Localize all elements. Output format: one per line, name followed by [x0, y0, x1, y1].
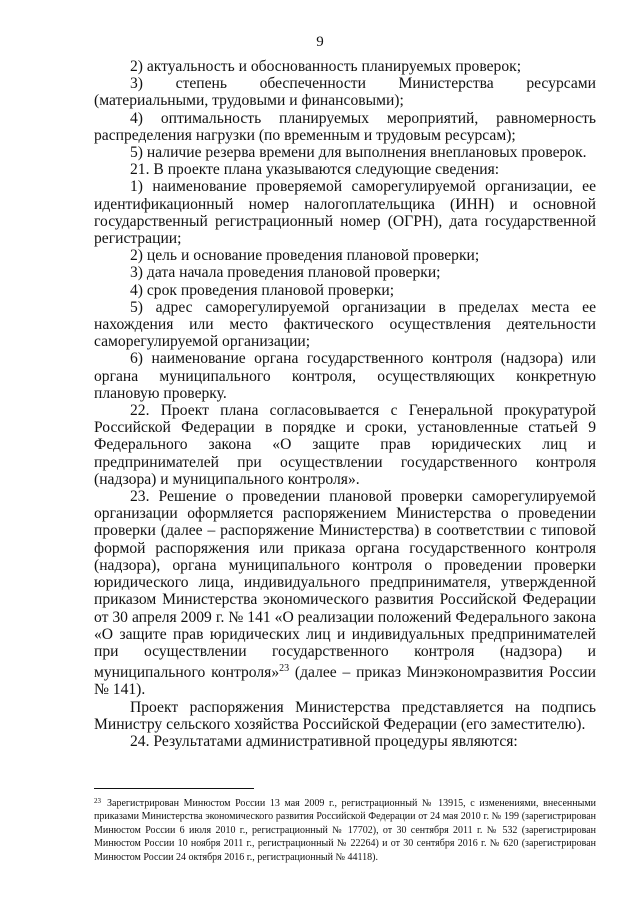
paragraph: 24. Результатами административной процедуры являются: — [130, 732, 518, 750]
paragraph: 4) срок проведения плановой проверки; — [130, 281, 395, 299]
paragraph: 1) наименование проверяемой саморегулируемой организации, ее идентификационный номер налогоплательщика (ИНН) и основной государственный регистрационный номер (ОГРН), дата государственной регистрации; — [94, 178, 596, 248]
footnote-reference[interactable]: 23 — [279, 663, 290, 675]
footnote-separator — [94, 788, 254, 789]
paragraph: 3) степень обеспеченности Министерства ресурсами (материальными, трудовыми и финансовыми); — [94, 75, 596, 110]
document-body — [94, 58, 596, 750]
footnote — [94, 795, 596, 864]
paragraph: 4) оптимальность планируемых мероприятий, равномерность распределения нагрузки (по временным и трудовым ресурсам); — [94, 109, 596, 144]
paragraph: 3) дата начала проведения плановой проверки; — [130, 264, 441, 282]
paragraph: 21. В проекте плана указываются следующие сведения: — [130, 161, 500, 179]
paragraph-23-text: 23. Решение о проведении плановой проверки саморегулируемой организации оформляется распоряжением Министерства о проведении проверки (далее – распоряжение Министерства) в соответствии с типовой формой распоряжения или приказа органа государственного контроля (надзора), органа муниципального контроля о проведении проверки юридического лица, индивидуального предпринимателя, утвержденной приказом Министерства экономического развития Российской Федерации от 30 апреля 2009 г. № 141 «О реализации положений Федерального закона «О защите прав юридических лиц и индивидуальных предпринимателей при осуществлении государственного контроля (надзора) и муниципального контроля» — [94, 488, 596, 682]
footnote-marker: 23 — [94, 797, 101, 805]
footnote-text: Зарегистрирован Минюстом России 13 мая 2009 г., регистрационный № 13915, с изменениями, внесенными приказами Министерства экономического развития Российской Федерации от 24 мая 2010 г. № 199 (зарегистрирован Минюстом России 6 июля 2010 г., регистрационный № 17702), от 30 сентября 2011 г. № 532 (зарегистрирован Минюстом России 10 ноября 2011 г., регистрационный № 22264) и от 30 сентября 2016 г. № 620 (зарегистрирован Минюстом России 24 октября 2016 г., регистрационный № 44118). — [94, 798, 596, 863]
paragraph: 2) актуальность и обоснованность планируемых проверок; — [130, 58, 522, 75]
paragraph-23-tail: (далее – приказ Минэкономразвития России № 141). — [94, 664, 596, 699]
paragraph: 5) наличие резерва времени для выполнения внеплановых проверок. — [130, 144, 587, 162]
paragraph: 6) наименование органа государственного контроля (надзора) или органа муниципального контроля, осуществляющих конкретную плановую проверку. — [94, 350, 596, 402]
paragraph-23 — [94, 488, 596, 698]
paragraph: Проект распоряжения Министерства представляется на подпись Министру сельского хозяйства Российской Федерации (его заместителю). — [94, 698, 596, 733]
page-number: 9 — [316, 34, 324, 50]
paragraph: 5) адрес саморегулируемой организации в пределах места ее нахождения или место фактического осуществления деятельности саморегулируемой организации; — [94, 298, 596, 351]
paragraph: 22. Проект плана согласовывается с Генеральной прокуратурой Российской Федерации в порядке и сроки, установленные статьей 9 Федерального закона «О защите прав юридических лиц и предпринимателей при осуществлении государственного контроля (надзора) и муниципального контроля». — [94, 402, 596, 488]
paragraph: 2) цель и основание проведения плановой проверки; — [130, 247, 480, 265]
